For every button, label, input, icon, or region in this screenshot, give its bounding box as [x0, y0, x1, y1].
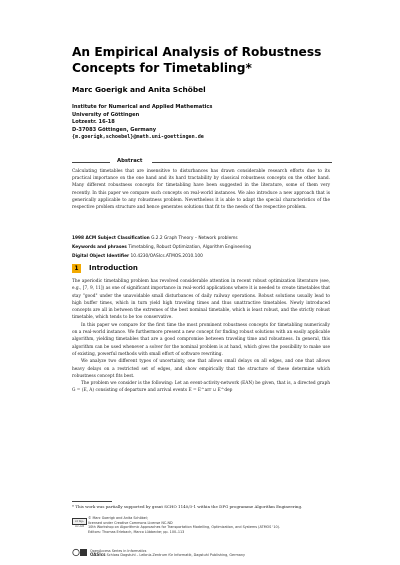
license-line-3: 10th Workshop on Algorithmic Approaches for Transportation Modelling, Optimization, and Systems (ATMOS '10). — [88, 525, 281, 530]
abstract-rule-right — [152, 162, 332, 163]
license-line-1: © Marc Goerigk and Anita Schöbel; — [88, 516, 148, 520]
series-line-2 — [90, 553, 245, 557]
license-text — [88, 516, 328, 534]
keywords — [72, 245, 332, 250]
license-line-2: licensed under Creative Commons License NC-ND — [88, 520, 173, 525]
section-number-badge: 1 — [72, 264, 81, 273]
series-logo-label: OASIcs — [90, 552, 106, 558]
footnote: * This work was partially supported by grant SCHO 1140/3-1 within the DFG programme Algorithm Engineering. — [72, 504, 303, 509]
license-line-4: Editors: Thomas Erlebach, Marco Lübbecke; pp. 100–113 — [88, 529, 185, 534]
paper-authors: Marc Goerigk and Anita Schöbel — [72, 85, 206, 94]
series-line-1: OpenAccess Series in Informatics — [90, 549, 147, 553]
doi — [72, 254, 332, 259]
doi-value[interactable]: 10.4230/OASIcs.ATMOS.2010.100 — [130, 254, 203, 259]
affiliation-university: University of Göttingen — [72, 111, 140, 118]
body-paragraph-3: We analyze two different types of uncertainty, one that allows small delays on all edges, and one that allows heavy delays on a restricted set of edges, and show empirically that the structure of these determine which robustness concept fits best. — [72, 359, 330, 379]
body-text — [72, 278, 330, 395]
publisher-line: Schloss Dagstuhl – Leibniz-Zentrum für Informatik, Dagstuhl Publishing, Germany — [106, 553, 245, 558]
oasics-logo-icon — [72, 547, 88, 558]
cc-license-icon: cc by-nc-nd — [72, 518, 87, 525]
acm-classification — [72, 236, 332, 241]
doi-label: Digital Object Identifier — [72, 254, 130, 259]
abstract-text: Calculating timetables that are insensitive to disturbances has drawn considerable research efforts due to its practical importance on the one hand and its hard tractability by classical robustness concepts on the other hand. Many different robustness concepts for timetabling have been suggested in the literature, some of them very recently. In this paper we compare such concepts on real-world instances. We also introduce a new approach that is generically applicable to any robustness problem. Nevertheless it is able to adapt the special characteristics of the respective problem structure and hence generates solutions that fit to the needs of the respective problem. — [72, 169, 330, 211]
keywords-label: Keywords and phrases — [72, 245, 127, 250]
abstract-label: Abstract — [117, 158, 143, 164]
affiliation-institute: Institute for Numerical and Applied Mathematics — [72, 104, 213, 110]
series-text — [90, 549, 245, 557]
affiliation-city: D-37083 Göttingen, Germany — [72, 126, 157, 133]
body-paragraph-4: The problem we consider is the following: Let an event-activity-network (EAN) be given, that is, a directed graph G = (E, A) consisting of departure and arrival events E = E^arr ∪ E^dep — [72, 381, 330, 394]
section-title: Introduction — [89, 264, 138, 272]
body-paragraph-2: In this paper we compare for the first time the most prominent robustness concepts for timetabling numerically on a real-world instance. We furthermore present a new concept for finding robust solutions with an easily applicable algorithm, yielding timetables that are a good compromise between traveling time and robustness. In general, this algorithm can be used whenever a solver for the nominal problem is at hand, which gives the possibility to make use of existing, powerful methods with small effort of software rewriting. — [72, 322, 330, 357]
abstract-rule-left — [72, 162, 110, 163]
section-heading — [72, 264, 332, 274]
affiliation-block — [72, 104, 212, 142]
acm-value: G.2.2 Graph Theory – Network problems — [151, 236, 238, 241]
body-paragraph-1: The aperiodic timetabling problem has revolved considerable attention in recent robust optimization literature (see, e.g., [7, 9, 11]) as one of significant importance in real-world applications where it is needed to create timetables that stay "good" under the unavoidable small disturbances of daily railway operations. Robust solutions usually lead to high buffer times, which in turn yield high traveling times and thus unattractive timetables. Newly introduced concepts are all in between the extremes of the best nominal timetable, which is least robust, and the strictly robust timetable, which tends to be too conservative. — [72, 279, 330, 321]
license-block — [72, 516, 332, 558]
affiliation-email: {m.goerigk,schoebel}@math.uni-goettingen.de — [72, 134, 204, 141]
affiliation-street: Lotzestr. 16-18 — [72, 119, 115, 126]
abstract-heading — [72, 159, 332, 165]
acm-label: 1998 ACM Subject Classification — [72, 236, 150, 241]
footnote-rule — [72, 501, 112, 502]
keywords-value: Timetabling, Robust Optimization, Algorithm Engineering — [128, 245, 251, 250]
paper-title: An Empirical Analysis of Robustness Concepts for Timetabling* — [72, 45, 322, 75]
